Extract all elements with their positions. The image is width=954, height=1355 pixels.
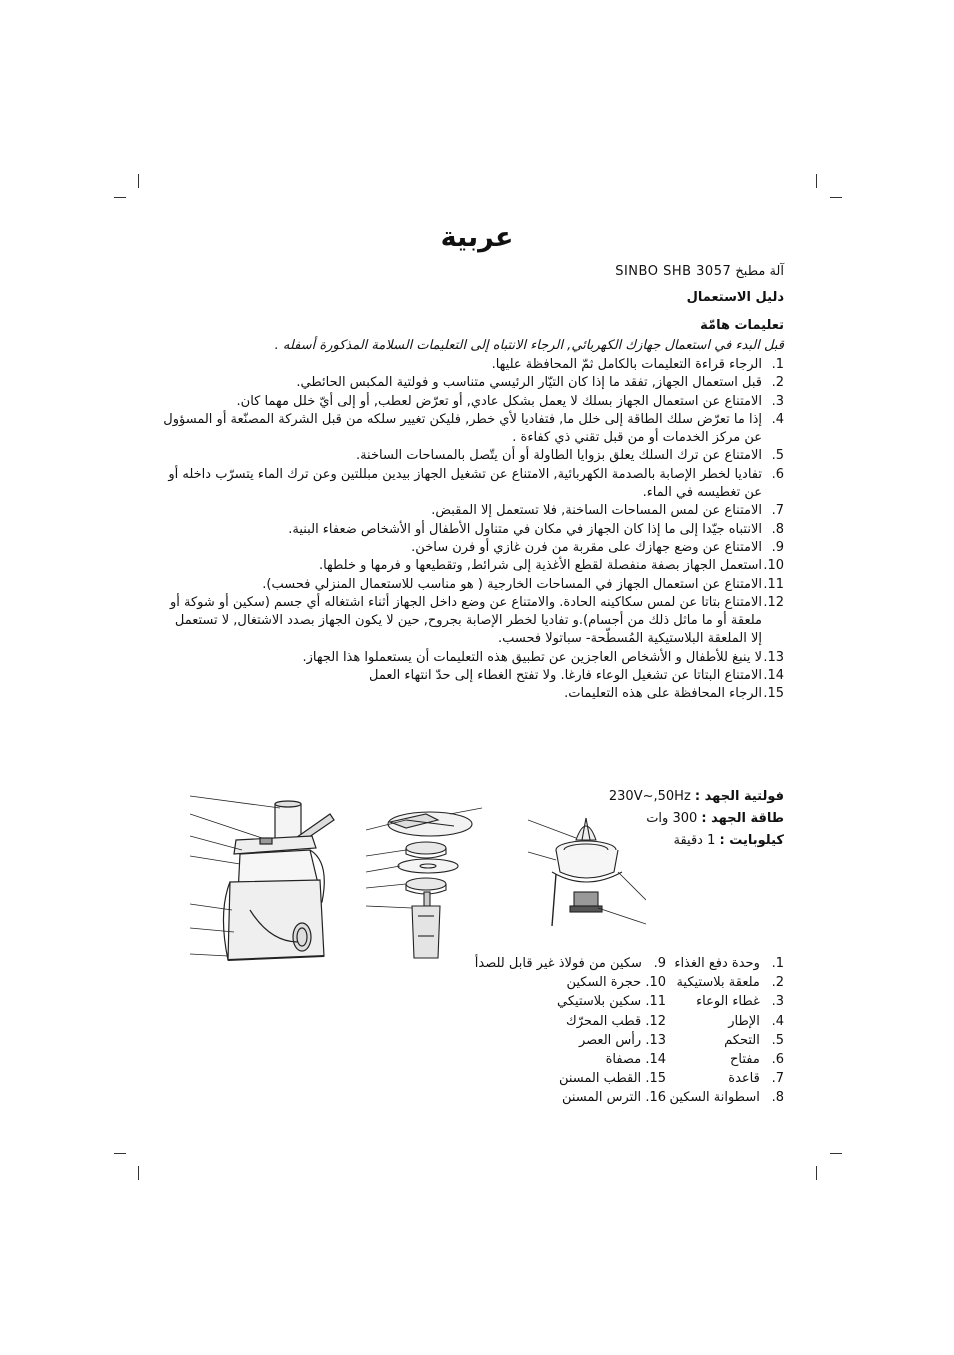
instructions-list: [160, 356, 784, 704]
part-number: 4.: [771, 1013, 784, 1029]
page-title: عربية: [440, 222, 514, 253]
item-text: الامتناع عن ترك السلك يعلق بزوايا الطاولة أو أن يتّصل بالمساحات الساخنة.: [355, 448, 762, 464]
crop-mark: [114, 197, 126, 198]
crop-mark: [830, 197, 842, 198]
part-number: 7.: [771, 1071, 784, 1087]
list-item: [674, 1031, 784, 1050]
item-text: الامتناع عن استعمال الجهاز في المساحات الخارجية ( هو مناسب للاستعمال المنزلي فحسب).: [262, 576, 762, 592]
list-item: [160, 685, 784, 703]
item-text: الامتناع عن وضع جهازك على مقربة من فرن غازي أو فرن ساخن.: [411, 539, 762, 555]
list-item: [466, 1050, 666, 1069]
list-item: [466, 1031, 666, 1050]
part-number: 12.: [645, 1013, 666, 1029]
list-item: [466, 992, 666, 1011]
part-name: ملعقة بلاستيكية: [676, 975, 760, 991]
crop-mark: [816, 1166, 817, 1180]
list-item: [160, 374, 784, 392]
crop-mark: [138, 1166, 139, 1180]
item-text: الامتناع البتاتا عن تشغيل الوعاء فارغا. ولا تفتح الغطاء إلى حدّ انتهاء العمل: [369, 668, 762, 684]
item-number: 12.: [763, 594, 784, 610]
instructions-title: تعليمات هامّة: [700, 318, 784, 333]
list-item: [466, 1088, 666, 1107]
list-item: [466, 954, 666, 973]
item-text: الرجاء قراءة التعليمات بالكامل ثمّ المحافظة عليها.: [491, 357, 762, 372]
part-number: 10.: [645, 975, 666, 991]
list-item: [160, 557, 784, 575]
part-number: 14.: [645, 1052, 666, 1068]
item-number: 13.: [763, 649, 784, 665]
crop-mark: [138, 174, 139, 188]
spec-label: كيلوبايت :: [719, 833, 784, 848]
item-text: تفاديا لخطر الإصابة بالصدمة الكهربائية, الامتناع عن تشغيل الجهاز بيدين مبللتين وعن ترك الماء يتسرّب داخله أو عن تغطيسه في الماء.: [168, 466, 762, 501]
spec-label: طاقة الجهد :: [701, 811, 784, 826]
item-text: الامتناع عن لمس المساحات الساخنة, فلا تستعمل إلا المقبض.: [431, 503, 762, 519]
list-item: [160, 594, 784, 649]
list-item: [160, 356, 784, 374]
part-name: سكين من فولاذ غير قابل للصدأ: [474, 956, 642, 971]
part-number: 16.: [645, 1090, 666, 1106]
item-number: 2.: [771, 375, 784, 391]
part-name: اسطوانة السكين: [669, 1090, 760, 1106]
guide-title: دليل الاستعمال: [686, 290, 784, 305]
list-item: [466, 1069, 666, 1088]
part-number: 3.: [771, 994, 784, 1010]
part-name: التحكم: [724, 1032, 760, 1048]
list-item: [160, 649, 784, 667]
part-name: مفتاح: [730, 1052, 760, 1068]
part-name: القطب المسنن: [558, 1071, 642, 1087]
item-number: 5.: [771, 448, 784, 464]
list-item: [160, 539, 784, 557]
model-prefix: آلة مطبخ: [735, 264, 784, 279]
part-name: قطب المحرّك: [566, 1013, 642, 1029]
juicer-diagram: [528, 808, 646, 932]
part-number: 13.: [645, 1032, 666, 1048]
list-item: [669, 1088, 784, 1107]
item-text: الامتناع بتاتا عن لمس سكاكينه الحادة. والامتناع عن وضع داخل الجهاز أثناء اشتغاله أي جسم (سكين أو شوكة أو ملعقة أو ما ماثل ذلك من أجسام).و تفاديا لخطر الإصابة بجروح, حين لا يكون الجهاز بصدد الاشتغال, لا تستعمل إلا الملعقة البلاستيكية المُسطّحة- سباتولا فحسب.: [169, 594, 762, 647]
item-number: 11.: [763, 576, 784, 592]
parts-list-right: [669, 954, 784, 1108]
list-item: [160, 667, 784, 685]
food-processor-diagram: [190, 792, 338, 970]
part-number: 8.: [771, 1090, 784, 1106]
item-number: 3.: [771, 393, 784, 409]
item-text: قبل استعمال الجهاز, تفقد ما إذا كان التيّار الرئيسي متناسب و فولتية المكبس الحائطي.: [296, 375, 762, 391]
part-name: سكين بلاستيكي: [557, 994, 642, 1010]
item-number: 7.: [771, 503, 784, 519]
crop-mark: [830, 1153, 842, 1154]
item-text: الامتناع عن استعمال الجهاز بسلك لا يعمل بشكل عادي, أو تعرّض لعطب, أو إلى أيّ خلل مهما كان.: [236, 393, 762, 409]
part-number: 6.: [771, 1052, 784, 1068]
part-number: 11.: [645, 994, 666, 1010]
list-item: [674, 973, 784, 992]
list-item: [160, 466, 784, 503]
item-text: الانتباه جيّدا إلى ما إذا كان الجهاز في مكان في متناول الأطفال أو الأشخاص ضعفاء البنية.: [288, 521, 762, 537]
crop-mark: [816, 174, 817, 188]
item-text: إذا ما تعرّض سلك الطاقة إلى خلل ما, فتفاديا لأي خطر, فليكن تغيير سلكه من قبل الشركة المصنّعة أو المسؤول عن مركز الخدمات أو من قبل تقني ذي كفاءة .: [163, 411, 762, 446]
item-number: 9.: [771, 539, 784, 555]
spec-label: فولتية الجهد :: [694, 789, 784, 804]
part-number: 5.: [771, 1032, 784, 1048]
list-item: [160, 521, 784, 539]
part-name: مصفاة: [605, 1052, 642, 1068]
list-item: [674, 1050, 784, 1069]
model-name: SINBO SHB 3057: [615, 264, 732, 279]
list-item: [466, 973, 666, 992]
list-item: [466, 1012, 666, 1031]
item-number: 4.: [771, 411, 784, 427]
parts-list-left: [466, 954, 666, 1108]
part-number: 9.: [653, 956, 666, 971]
list-item: [160, 576, 784, 594]
part-number: 15.: [645, 1071, 666, 1087]
list-item: [160, 447, 784, 465]
part-name: وحدة دفع الغذاء: [674, 956, 760, 971]
part-number: 1.: [771, 956, 784, 971]
part-name: الإطار: [728, 1013, 760, 1029]
spec-value: 1 دقيقة: [673, 833, 716, 848]
item-text: لا ينبغ للأطفال و الأشخاص العاجزين عن تطبيق هذه التعليمات أن يستعملوا هذا الجهاز.: [302, 649, 762, 665]
part-name: رأس العصر: [578, 1032, 642, 1048]
item-number: 6.: [771, 466, 784, 482]
item-number: 15.: [763, 686, 784, 702]
part-name: حجرة السكين: [566, 975, 642, 991]
list-item: [160, 393, 784, 411]
list-item: [674, 992, 784, 1011]
list-item: [674, 954, 784, 973]
spec-voltage: [484, 786, 784, 808]
part-name: الترس المسنن: [561, 1090, 642, 1106]
blade-assembly-diagram: [366, 796, 482, 966]
item-number: 8.: [771, 521, 784, 537]
list-item: [160, 411, 784, 448]
part-name: غطاء الوعاء: [696, 994, 760, 1010]
item-text: استعمل الجهاز بصفة منفصلة لقطع الأغذية إلى شرائط, وتقطيعها و فرمها و خلطها.: [318, 558, 762, 574]
item-number: 1.: [771, 357, 784, 372]
intro-text: قبل البدء في استعمال جهازك الكهربائي, الرجاء الانتباه إلى التعليمات السلامة المذكورة أسفله .: [274, 338, 784, 353]
item-number: 10.: [763, 558, 784, 574]
list-item: [160, 502, 784, 520]
crop-mark: [114, 1153, 126, 1154]
list-item: [674, 1069, 784, 1088]
spec-value: 230V~,50Hz: [608, 789, 691, 804]
spec-value: 300 وات: [646, 811, 698, 826]
item-number: 14.: [763, 668, 784, 684]
item-text: الرجاء المحافظة على هذه التعليمات.: [564, 686, 762, 702]
list-item: [674, 1012, 784, 1031]
part-number: 2.: [771, 975, 784, 991]
model-line: [164, 262, 784, 281]
part-name: قاعدة: [728, 1071, 760, 1087]
